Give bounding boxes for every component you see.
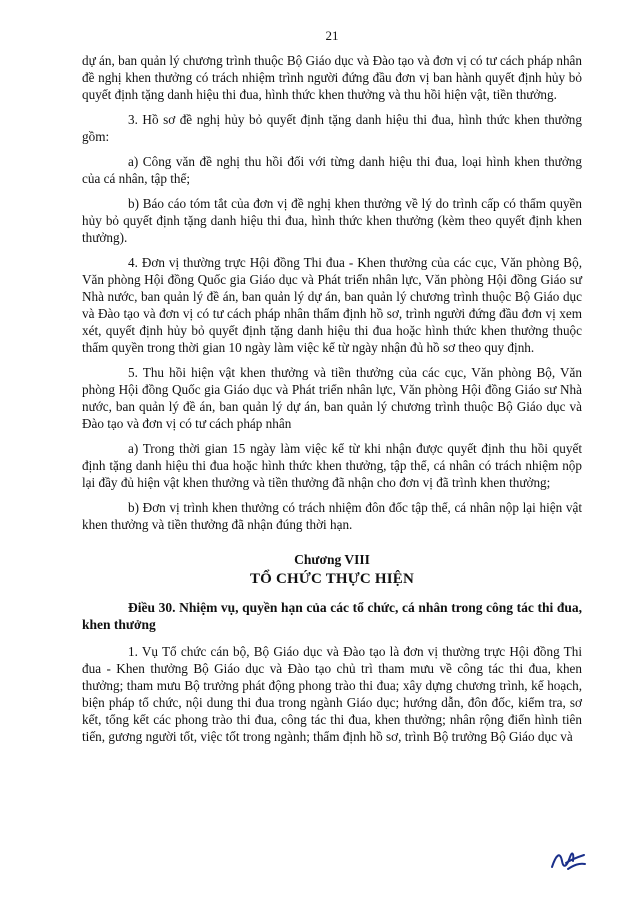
paragraph: b) Đơn vị trình khen thưởng có trách nhiệm đôn đốc tập thể, cá nhân nộp lại hiện vật khen thưởng và tiền thưởng đã nhận đúng thời hạn. — [82, 500, 582, 532]
paragraph: dự án, ban quản lý chương trình thuộc Bộ Giáo dục và Đào tạo và đơn vị có tư cách pháp nhân đề nghị khen thưởng có trách nhiệm trình người đứng đầu đơn vị ban hành quyết định hủy bỏ quyết định tặng danh hiệu thi đua, hình thức khen thưởng và thu hồi hiện vật, tiền thưởng. — [82, 53, 582, 102]
body-text-bottom — [82, 643, 582, 745]
chapter-heading — [82, 551, 582, 589]
paragraph: 3. Hồ sơ đề nghị hủy bỏ quyết định tặng danh hiệu thi đua, hình thức khen thưởng gồm: — [82, 112, 582, 144]
paragraph: a) Công văn đề nghị thu hồi đối với từng danh hiệu thi đua, loại hình khen thưởng của cá nhân, tập thể; — [82, 154, 582, 186]
article-heading: Điều 30. Nhiệm vụ, quyền hạn của các tổ chức, cá nhân trong công tác thi đua, khen thưởng — [82, 600, 582, 632]
paragraph: b) Báo cáo tóm tắt của đơn vị đề nghị khen thưởng về lý do trình cấp có thẩm quyền hủy bỏ quyết định tặng danh hiệu thi đua, hình thức khen thưởng (kèm theo quyết định khen thưởng). — [82, 196, 582, 245]
paragraph: a) Trong thời gian 15 ngày làm việc kể từ khi nhận được quyết định thu hồi quyết định tặng danh hiệu thi đua hoặc hình thức khen thưởng, tập thể, cá nhân có trách nhiệm nộp lại đầy đủ hiện vật khen thưởng và tiền thưởng đã nhận cho đơn vị đã trình khen thưởng; — [82, 441, 582, 490]
chapter-label: Chương VIII — [294, 552, 370, 567]
initials-signature-icon — [548, 845, 588, 875]
page-number: 21 — [325, 28, 339, 43]
paragraph: 5. Thu hồi hiện vật khen thưởng và tiền thưởng của các cục, Văn phòng Bộ, Văn phòng Hội đồng Quốc gia Giáo dục và Phát triển nhân lực, Văn phòng Hội đồng Giáo sư Nhà nước, ban quản lý đề án, ban quản lý dự án, ban quản lý chương trình thuộc Bộ Giáo dục và Đào tạo và đơn vị có tư cách pháp nhân — [82, 365, 582, 431]
body-text — [82, 52, 582, 533]
paragraph: 1. Vụ Tổ chức cán bộ, Bộ Giáo dục và Đào tạo là đơn vị thường trực Hội đồng Thi đua - Khen thưởng Bộ Giáo dục và Đào tạo chủ trì tham mưu về công tác thi đua, khen thưởng; tham mưu Bộ trưởng phát động phong trào thi đua; xây dựng chương trình, kế hoạch, biện pháp tổ chức, nội dung thi đua trong ngành Giáo dục; hướng dẫn, đôn đốc, kiểm tra, sơ kết, tổng kết các phong trào thi đua, công tác thi đua, khen thưởng; nhân rộng điển hình tiên tiến, gương người tốt, việc tốt trong ngành; thẩm định hồ sơ, trình Bộ trưởng Bộ Giáo dục và — [82, 644, 582, 744]
chapter-title: TỔ CHỨC THỰC HIỆN — [249, 571, 415, 587]
paragraph: 4. Đơn vị thường trực Hội đồng Thi đua - Khen thưởng của các cục, Văn phòng Bộ, Văn phòng Hội đồng Quốc gia Giáo dục và Phát triển nhân lực, Văn phòng Hội đồng Giáo sư Nhà nước, ban quản lý đề án, ban quản lý dự án, ban quản lý chương trình thuộc Bộ Giáo dục và Đào tạo và đơn vị có tư cách pháp nhân thẩm định hồ sơ, trình người đứng đầu đơn vị xem xét, quyết định hủy bỏ quyết định tặng danh hiệu thi đua hoặc hình thức khen thưởng thuộc thẩm quyền trong thời gian 10 ngày làm việc kể từ ngày nhận đủ hồ sơ theo quy định. — [82, 255, 582, 355]
